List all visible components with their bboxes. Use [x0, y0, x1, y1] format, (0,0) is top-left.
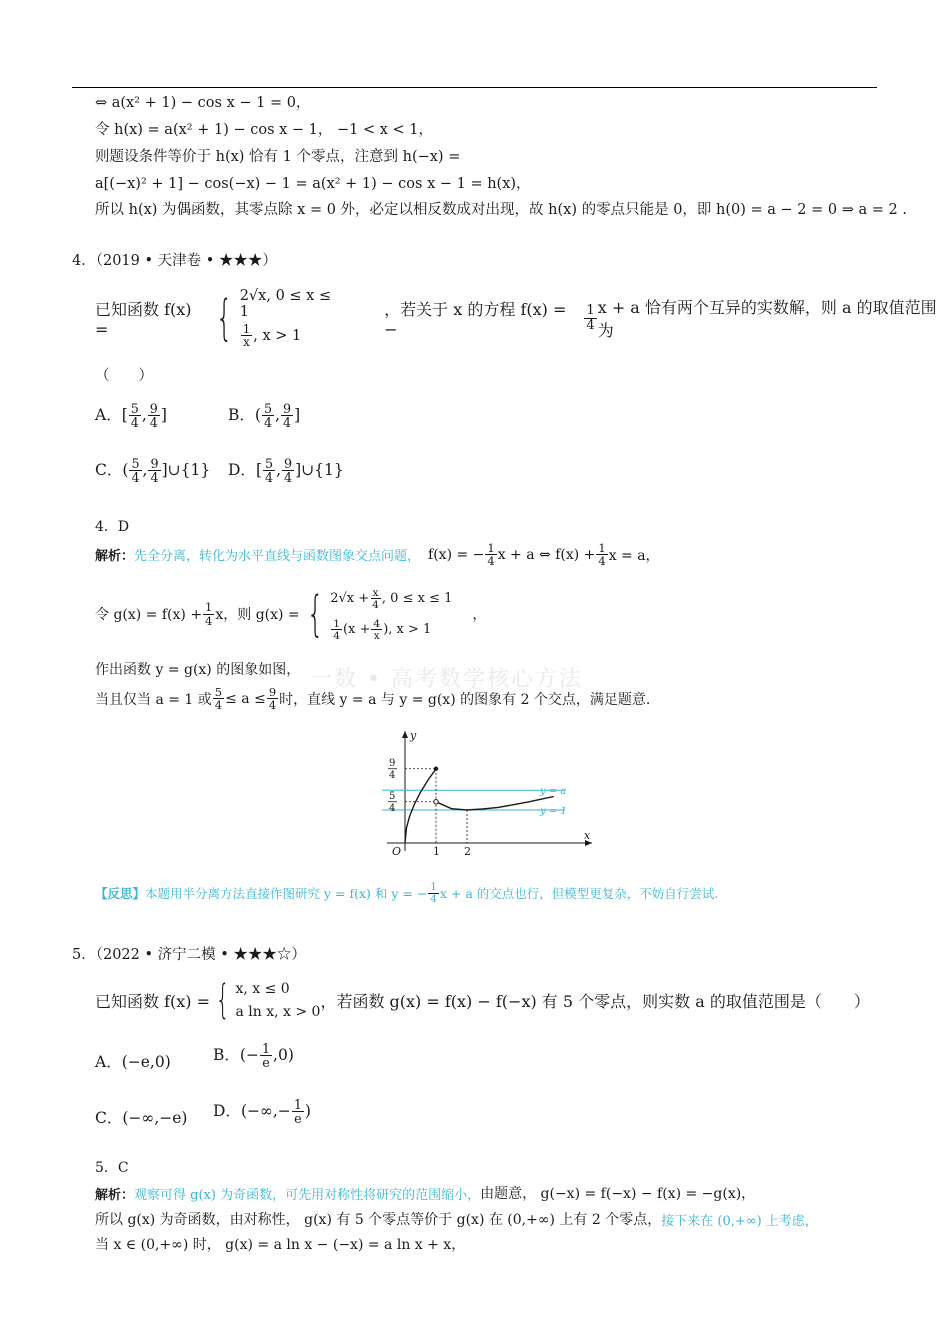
frac-den: 4	[214, 698, 223, 713]
a5-line1-tail: 由题意， g(−x) = f(−x) − f(x) = −g(x)，	[480, 1186, 756, 1202]
frac-num: 9	[149, 401, 158, 416]
reflect-a: 本题用半分离方法直接作图研究 y = f(x) 和 y = −	[145, 886, 428, 902]
solution-line-1: ⇔ a(x² + 1) − cos x − 1 = 0，	[95, 95, 311, 111]
frac-den: 4	[268, 698, 277, 713]
y-tick-den-5: 4	[389, 802, 396, 814]
q5-brace: {	[215, 977, 230, 1023]
curve-reciprocal-branch	[436, 797, 554, 811]
frac-num: 1	[293, 1097, 302, 1112]
g-brace: {	[306, 586, 324, 642]
g-case1-b: , 0 ≤ x ≤ 1	[381, 591, 453, 606]
option-pre: (−	[239, 1045, 259, 1064]
frac-den: 4	[333, 629, 340, 642]
a4-g-def	[95, 582, 486, 646]
bracket: ]	[161, 460, 168, 479]
q5-stem-prefix: 已知函数 f(x) =	[95, 991, 211, 1011]
option-label: A．	[95, 405, 122, 424]
g-case-2	[330, 618, 452, 641]
g-comma: ，	[472, 607, 487, 623]
origin-label: O	[392, 845, 402, 858]
frac-num: x	[372, 585, 379, 599]
q4-stem	[95, 283, 950, 353]
frac-den: 4	[205, 613, 213, 628]
option-label: B．	[228, 405, 255, 424]
frac-num: 1	[487, 541, 495, 555]
bracket: ]	[160, 405, 167, 424]
q4-case2-num: 1	[242, 321, 251, 336]
frac-den: e	[294, 1111, 302, 1127]
frac-den: x	[373, 629, 380, 642]
q5-option-b[interactable]	[213, 1042, 294, 1070]
q4-option-d[interactable]: D．[ $\frac{5}{4}$ , $\frac{9}{4}$ ]∪{1}	[228, 456, 344, 486]
frac-den: 4	[131, 470, 140, 486]
q5-stem	[95, 975, 870, 1025]
a4-eq1-b: x + a ⇔ f(x) +	[497, 546, 596, 563]
solution-line-4: a[(−x)² + 1] − cos(−x) − 1 = a(x² + 1) − cos x − 1 = h(x)，	[95, 176, 531, 192]
q4-case2-tail: , x > 1	[253, 327, 302, 344]
frac-num: 5	[265, 456, 274, 471]
frac-num: 5	[131, 456, 140, 471]
x-axis-label: x	[584, 829, 591, 842]
a5-line2-hint: 接下来在 (0,+∞) 上考虑，	[661, 1213, 818, 1229]
label-y-1: y = 1	[540, 806, 567, 817]
frac-den: 4	[372, 598, 379, 611]
frac-num: 9	[284, 456, 293, 471]
q4-frac-den: 4	[586, 317, 595, 333]
reflect-label: 【反思】	[95, 886, 146, 902]
frac-den: 4	[430, 892, 437, 905]
option-label: D．	[228, 460, 256, 479]
q4-option-c[interactable]: C．( $\frac{5}{4}$ , $\frac{9}{4}$ ]∪{1}	[95, 456, 211, 486]
option-label: B．	[213, 1045, 240, 1064]
q4-paren: （ ）	[95, 368, 153, 384]
option-tail: ∪{1}	[301, 460, 344, 479]
jiexi-label: 解析：	[95, 549, 135, 565]
g-cases	[330, 583, 452, 645]
solution-line-2: 令 h(x) = a(x² + 1) − cos x − 1， −1 < x < 1，	[95, 122, 434, 138]
bracket: (	[122, 460, 129, 479]
frac-num: 9	[268, 685, 277, 699]
frac-num: 1	[430, 881, 437, 893]
q5-option-d[interactable]	[213, 1098, 311, 1126]
frac-den: 4	[149, 415, 158, 431]
a4-g-def-b: x，则 g(x) =	[215, 607, 300, 623]
q4-stem-mid: ，若关于 x 的方程 f(x) = −	[384, 300, 567, 339]
option-post: )	[304, 1101, 311, 1120]
q4-case2-den: x	[243, 335, 250, 349]
y-tick-num-9: 9	[389, 757, 396, 769]
frac-den: 4	[265, 470, 274, 486]
a4-g-def-a: 令 g(x) = f(x) +	[95, 607, 203, 623]
a4-hint: 先全分离，转化为水平直线与函数图象交点问题，	[134, 549, 421, 565]
bracket: [	[255, 460, 262, 479]
frac-num: 9	[282, 401, 292, 416]
a4-reflect	[95, 882, 718, 905]
x-tick-label-2: 2	[464, 845, 471, 858]
frac-den: 4	[598, 554, 606, 569]
header-rule	[72, 87, 877, 88]
option-label: A．	[95, 1053, 122, 1071]
frac-num: 5	[214, 685, 223, 699]
option-label: C．	[95, 1109, 123, 1127]
cond-a: 当且仅当 a = 1 或	[95, 691, 212, 708]
option-label: D．	[213, 1101, 241, 1120]
watermark: 一数 • 高考数学核心方法	[310, 667, 583, 692]
frac-den: 4	[284, 470, 293, 486]
q4-header: 4．（2019 • 天津卷 • ★★★）	[72, 253, 277, 269]
a5-line-1	[95, 1183, 755, 1203]
y-tick-den-9: 4	[389, 769, 396, 781]
frac-den: 4	[487, 554, 495, 569]
frac-den: 4	[130, 415, 139, 431]
bracket: [	[121, 405, 128, 424]
frac-den: 4	[282, 415, 292, 431]
option-tail: ∪{1}	[167, 460, 211, 479]
bracket: ]	[294, 405, 301, 424]
cond-b: ≤ a ≤	[225, 690, 266, 707]
point-filled	[434, 767, 438, 771]
q4-stem-end: x + a 恰有两个互异的实数解，则 a 的取值范围为	[597, 298, 937, 340]
frac-den: 4	[263, 415, 273, 431]
frac-den: e	[262, 1055, 270, 1071]
g-case2-a: (x +	[342, 622, 371, 637]
q5-case-2: a ln x, x > 0	[235, 1003, 321, 1020]
q4-option-a[interactable]: A．[ $\frac{5}{4}$ , $\frac{9}{4}$ ]	[95, 401, 167, 431]
q5-cases	[235, 977, 320, 1023]
solution-line-5: 所以 h(x) 为偶函数，其零点除 x = 0 外，必定以相反数成对出现，故 h(x) 的零点只能是 0，即 h(0) = a − 2 = 0 ⇒ a = 2 .	[95, 202, 907, 218]
x-tick-label-1: 1	[433, 845, 440, 858]
option-post: ,0)	[273, 1045, 294, 1064]
jiexi-label: 解析：	[95, 1187, 135, 1203]
q4-case-2	[240, 323, 344, 349]
q4-case-1: 2√x, 0 ≤ x ≤ 1	[239, 287, 332, 320]
y-tick-num-5: 5	[389, 790, 396, 802]
a4-jiexi-line	[95, 542, 660, 567]
a4-eq1-a: f(x) = −	[428, 546, 485, 563]
frac-num: 9	[150, 456, 159, 471]
q5-option-c[interactable]	[95, 1106, 187, 1128]
label-y-a: y = a	[540, 786, 567, 798]
q4-brace: {	[216, 290, 233, 346]
frac-num: 4	[373, 616, 381, 630]
q4-stem-prefix: 已知函数 f(x) =	[95, 300, 192, 339]
q5-option-a[interactable]	[95, 1050, 171, 1072]
a5-hint-1: 观察可得 g(x) 为奇函数，可先用对称性将研究的范围缩小，	[134, 1187, 481, 1203]
q4-cases	[240, 286, 344, 350]
q5-stem-end: ，若函数 g(x) = f(x) − f(−x) 有 5 个零点，则实数 a 的取值范围是（ ）	[320, 991, 870, 1011]
a4-answer: 4．D	[95, 519, 130, 535]
frac-num: 1	[333, 616, 340, 630]
a5-line2-a: 所以 g(x) 为奇函数，由对称性， g(x) 有 5 个零点等价于 g(x) 在 (0,+∞) 上有 2 个零点，	[95, 1212, 662, 1228]
frac-den: 4	[150, 470, 159, 486]
g-case-1	[330, 587, 452, 610]
a4-draw: 作出函数 y = g(x) 的图象如图，	[95, 662, 301, 678]
cond-c: 时，直线 y = a 与 y = g(x) 的图象有 2 个交点，满足题意.	[279, 691, 651, 708]
reflect-b: x + a 的交点也行，但模型更复杂，不妨自行尝试.	[439, 886, 719, 902]
frac-num: 1	[261, 1041, 271, 1056]
g-case1-a: 2√x +	[330, 591, 370, 606]
curve-sqrt-branch	[405, 769, 436, 843]
q5-case-1: x, x ≤ 0	[235, 980, 290, 997]
bracket: ]	[295, 460, 302, 479]
bracket: (	[254, 405, 261, 424]
frac-num: 5	[130, 401, 139, 416]
g-case2-b: ), x > 1	[383, 622, 432, 637]
solution-line-3: 则题设条件等价于 h(x) 恰有 1 个零点，注意到 h(−x) =	[95, 149, 461, 165]
g-function-graph	[370, 725, 600, 865]
q5-header: 5．（2022 • 济宁二模 • ★★★☆）	[72, 947, 306, 963]
y-axis-label: y	[410, 729, 417, 742]
option-label: C．	[95, 460, 123, 479]
a5-answer: 5．C	[95, 1160, 129, 1176]
a4-eq1-c: x = a，	[608, 547, 660, 564]
frac-num: 1	[598, 541, 606, 555]
frac-num: 1	[205, 600, 213, 615]
q4-frac-num: 1	[586, 302, 595, 318]
a5-line-2	[95, 1209, 818, 1229]
y-axis-arrow	[402, 731, 408, 738]
a5-line-3: 当 x ∈ (0,+∞) 时， g(x) = a ln x − (−x) = a ln x + x，	[95, 1237, 466, 1253]
frac-num: 5	[263, 401, 273, 416]
option-text: (−e,0)	[121, 1053, 171, 1071]
option-text: (−∞,−e)	[122, 1109, 188, 1127]
option-pre: (−∞,−	[240, 1101, 291, 1120]
q4-option-b[interactable]: B．( $\frac{5}{4}$ , $\frac{9}{4}$ ]	[228, 401, 301, 431]
point-open	[434, 800, 438, 804]
